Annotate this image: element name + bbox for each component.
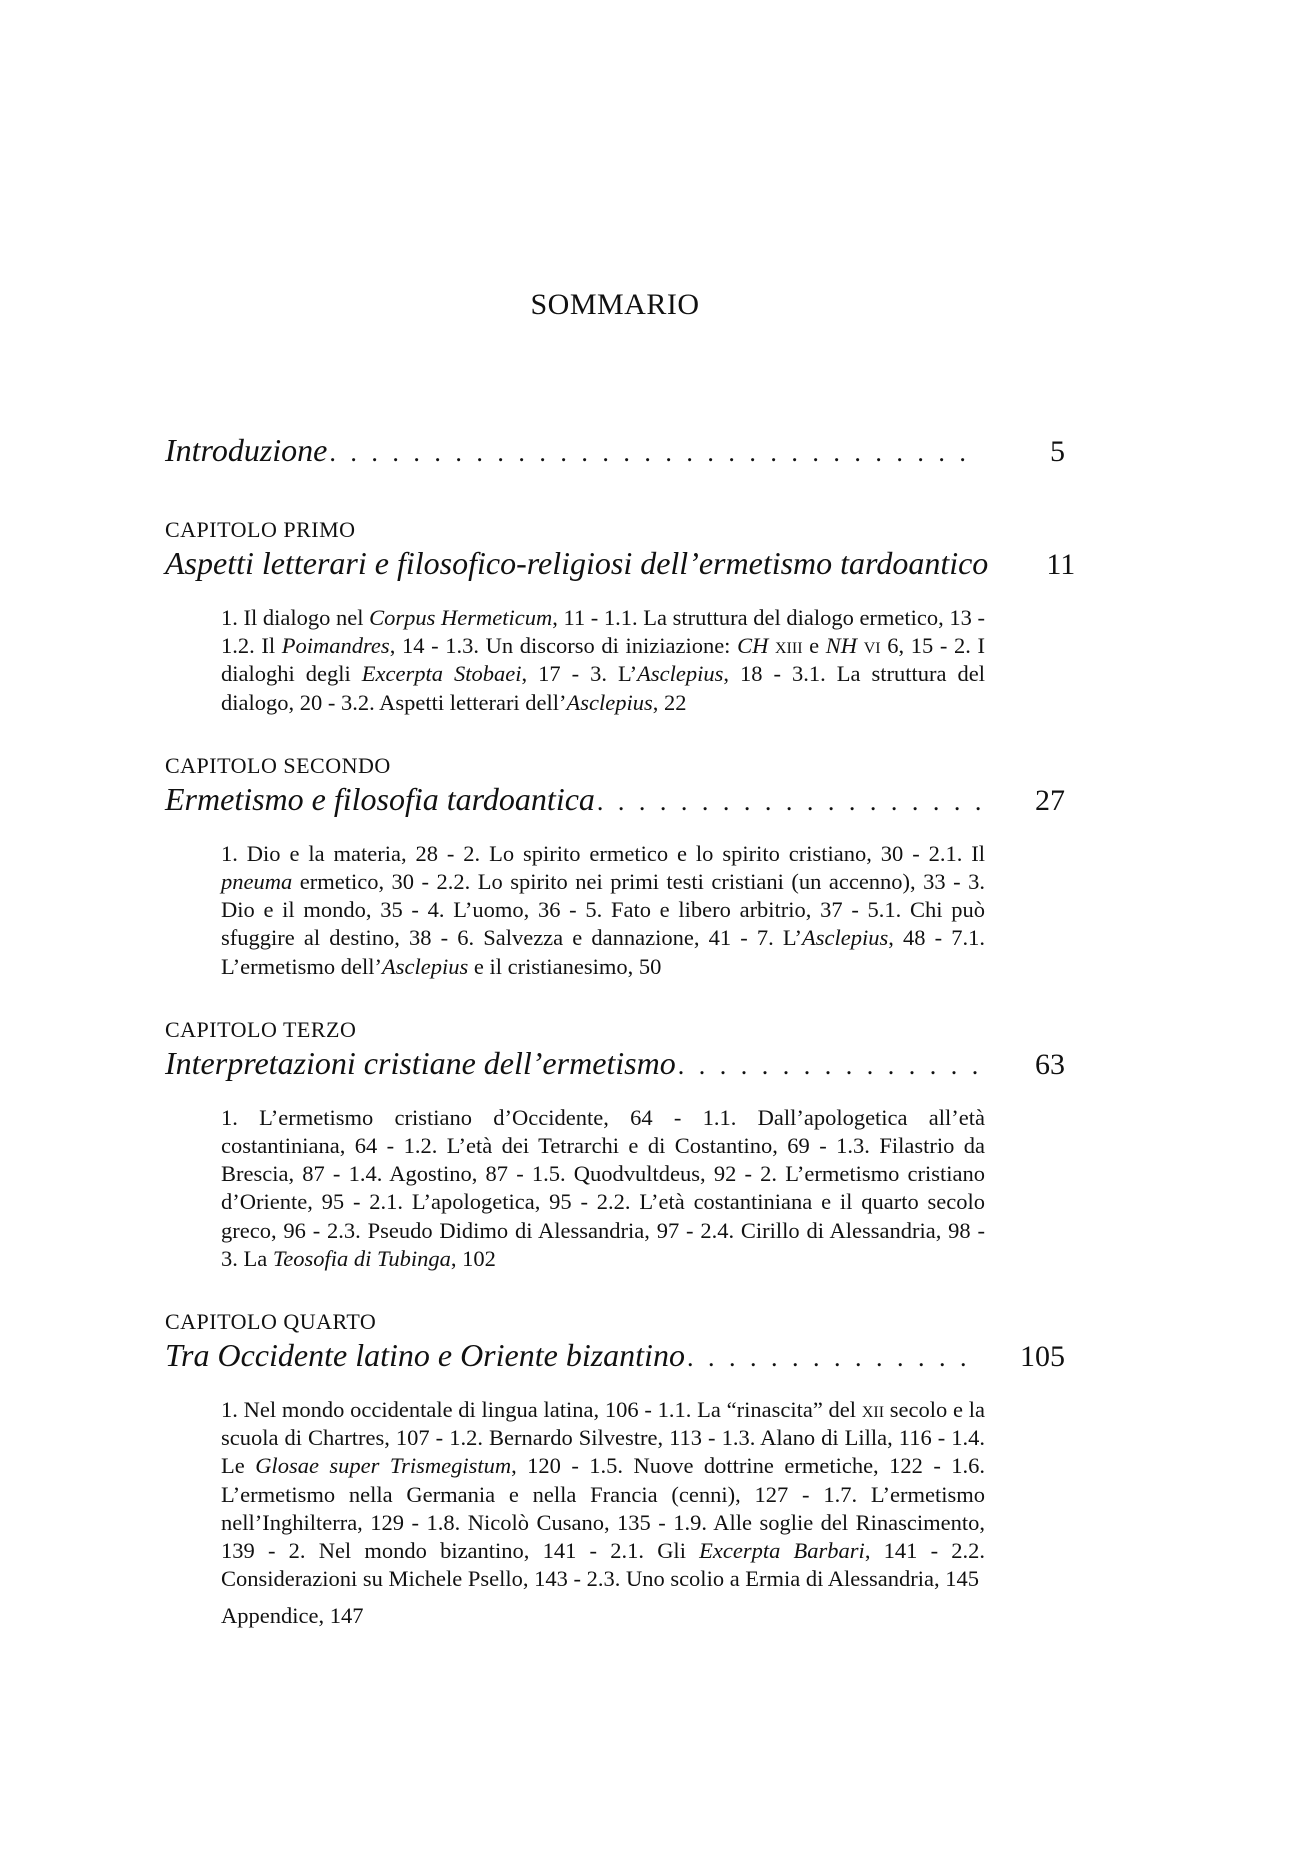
summary-italic-text: Asclepius — [382, 953, 469, 979]
dot-leader — [687, 1343, 980, 1373]
toc-entry-chapter-1[interactable] — [165, 545, 1076, 582]
summary-roman-numeral: xiii — [774, 633, 803, 659]
chapter-title: Interpretazioni cristiane dell’ermetismo — [165, 1044, 676, 1081]
chapter-summary — [221, 1104, 985, 1273]
chapter-page-number: 105 — [1020, 1340, 1065, 1374]
chapter-title: Aspetti letterari e filosofico-religiosi dell’ermetismo tardoantico — [165, 545, 989, 581]
summary-text: , 120 - 1.5. Nuove dottrine ermetiche, 122 - 1.6. L’ermetismo nella Germania e nella Francia (cenni), 127 - 1.7. L’ermetismo nell’Inghilterra, 129 - 1.8. Nicolò Cusano, 135 - 1.9. Alle soglie del Rinascimento, 139 - 2. Nel mondo bizantino, 141 - 2.1. Gli — [221, 1453, 986, 1564]
summary-roman-numeral: xii — [861, 1397, 885, 1423]
summary-text: ermetico, 30 - 2.2. Lo spirito nei primi testi cristiani (un accenno), 33 - 3. Dio e il mondo, 35 - 4. L’uomo, 36 - 5. Fato e libero arbitrio, 37 - 5.1. Chi può sfuggire al destino, 38 - 6. Salvezza e dannazione, 41 - 7. L’ — [221, 869, 985, 951]
summary-text: 1. Il dialogo nel — [221, 605, 370, 630]
summary-roman-numeral: vi — [863, 633, 881, 659]
dot-leader — [597, 787, 980, 817]
chapter-summary — [221, 1396, 985, 1593]
summary-text: , 48 - 7.1. L’ermetismo dell’ — [221, 925, 985, 979]
toc-entry-chapter-4[interactable] — [165, 1337, 1065, 1374]
dot-leader — [329, 438, 980, 468]
chapter-label: CAPITOLO SECONDO — [165, 752, 391, 778]
chapter-block — [165, 1017, 1065, 1273]
table-of-contents — [165, 432, 1076, 1629]
toc-entry-chapter-3[interactable] — [165, 1045, 1065, 1082]
dot-leader — [678, 1051, 980, 1081]
summary-text: , 17 - 3. L’ — [521, 661, 638, 687]
chapter-title: Ermetismo e filosofia tardoantica — [165, 780, 595, 817]
summary-italic-text: Poimandres — [281, 633, 390, 659]
summary-text: , 141 - 2.2. Considerazioni su Michele Psello, 143 - 2.3. Uno scolio a Ermia di Alessandria, 145 — [221, 1538, 986, 1592]
summary-text: , 102 — [450, 1245, 496, 1271]
summary-text — [768, 633, 775, 658]
summary-text: 1. L’ermetismo cristiano d’Occidente, 64 - 1.1. Dall’apologetica all’età costantiniana, 64 - 1.2. L’età dei Tetrarchi e di Costantino, 69 - 1.3. Filastrio da Brescia, 87 - 1.4. Agostino, 87 - 1.5. Quodvultdeus, 92 - 2. L’ermetismo cristiano d’Oriente, 95 - 2.1. L’apologetica, 95 - 2.2. L’età costantiniana e il quarto secolo greco, 96 - 2.3. Pseudo Didimo di Alessandria, 97 - 2.4. Cirillo di Alessandria, 98 - 3. La — [221, 1104, 985, 1271]
summary-text: secolo e la scuola di Chartres, 107 - 1.2. Bernardo Silvestre, 113 - 1.3. Alano di Lilla, 116 - 1.4. Le — [221, 1397, 985, 1479]
summary-italic-text: pneuma — [221, 869, 293, 895]
chapter-label: CAPITOLO PRIMO — [165, 517, 356, 542]
summary-italic-text: Teosofia di Tubinga — [272, 1245, 451, 1271]
summary-text: , 14 - 1.3. Un discorso di iniziazione: — [389, 633, 738, 659]
chapter-label: CAPITOLO QUARTO — [165, 1309, 377, 1335]
introduction-title: Introduzione — [165, 432, 328, 468]
summary-italic-text: NH — [825, 633, 858, 659]
chapter-page-number: 27 — [1035, 783, 1065, 817]
chapter-page-number: 11 — [1046, 548, 1076, 581]
summary-text: e il cristianesimo, 50 — [468, 953, 662, 979]
summary-italic-text: Asclepius — [637, 661, 724, 687]
summary-italic-text: CH — [737, 633, 769, 659]
appendix-entry[interactable]: Appendice, 147 — [221, 1603, 364, 1629]
summary-text: 6, 15 - 2. I dialoghi degli — [221, 633, 985, 687]
summary-text: , 22 — [652, 689, 687, 715]
chapter-summary — [221, 840, 985, 981]
summary-italic-text: Excerpta Barbari — [699, 1538, 865, 1564]
toc-entry-chapter-2[interactable] — [165, 781, 1065, 818]
chapter-title: Tra Occidente latino e Oriente bizantino — [165, 1337, 685, 1374]
chapter-block — [165, 1309, 1065, 1593]
chapter-page-number: 63 — [1035, 1047, 1065, 1081]
summary-text — [857, 633, 864, 658]
summary-italic-text: Glosae super Trismegistum — [255, 1453, 512, 1479]
chapter-summary — [221, 604, 985, 717]
summary-text: , 18 - 3.1. La struttura del dialogo, 20 - 3.2. Aspetti letterari dell’ — [221, 661, 986, 715]
summary-text: 1. Nel mondo occidentale di lingua latina, 106 - 1.1. La “rinascita” del — [221, 1397, 862, 1423]
summary-italic-text: Asclepius — [802, 925, 889, 951]
page-title: SOMMARIO — [530, 288, 700, 321]
summary-text: , 11 - 1.1. La struttura del dialogo ermetico, 13 - 1.2. Il — [221, 605, 986, 659]
introduction-page-number: 5 — [1050, 435, 1065, 468]
summary-italic-text: Corpus Hermeticum — [369, 605, 553, 630]
chapter-label: CAPITOLO TERZO — [165, 1016, 357, 1042]
toc-entry-introduction[interactable] — [165, 432, 1065, 469]
chapter-block — [165, 753, 1065, 981]
chapter-block — [165, 517, 1076, 717]
summary-text: 1. Dio e la materia, 28 - 2. Lo spirito ermetico e lo spirito cristiano, 30 - 2.1. Il — [221, 840, 985, 866]
summary-text: e — [802, 633, 826, 659]
summary-italic-text: Excerpta Stobaei — [361, 661, 522, 687]
summary-italic-text: Asclepius — [566, 689, 653, 715]
